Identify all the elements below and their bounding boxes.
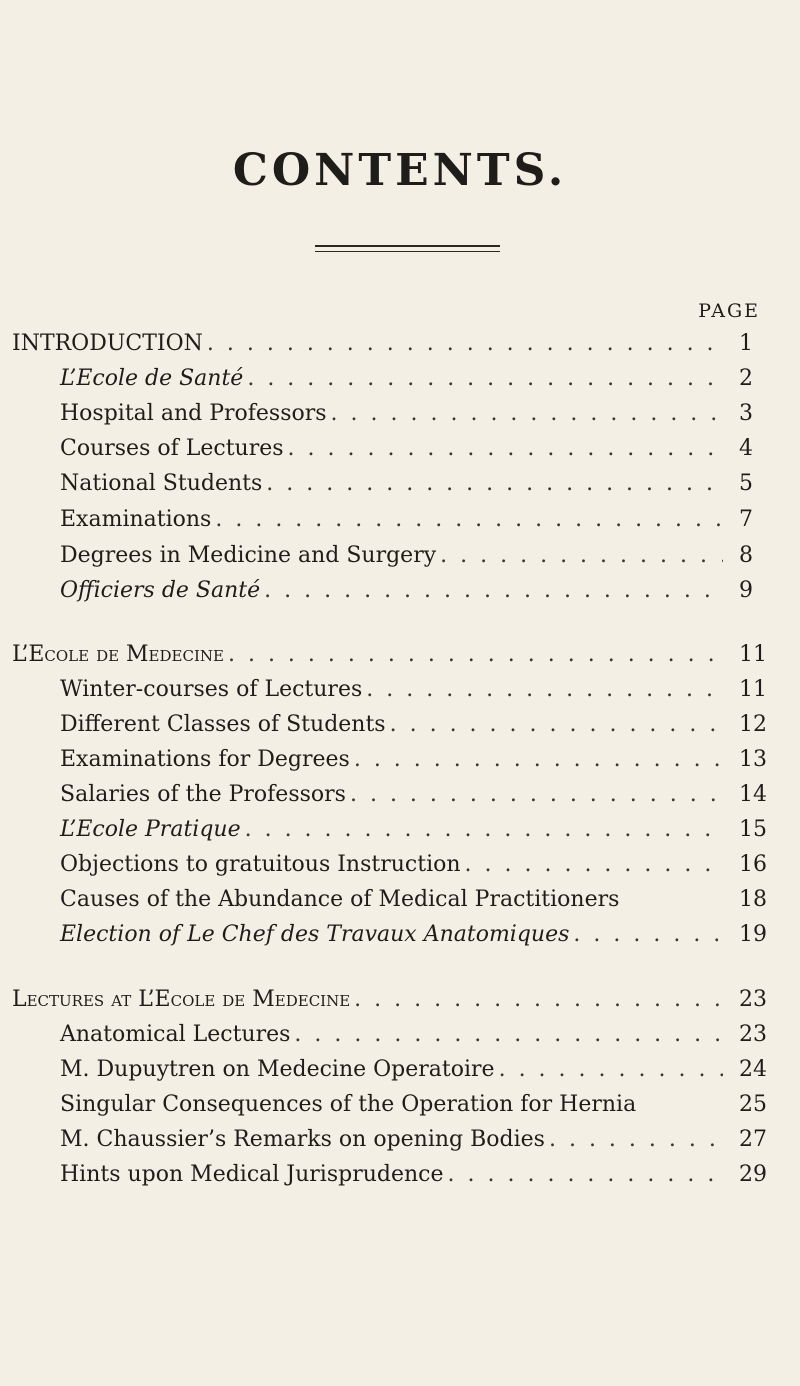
page-number: 3	[739, 401, 753, 426]
leader-dots	[228, 642, 723, 667]
page-number: 23	[739, 1022, 767, 1047]
page-number: 16	[739, 852, 767, 877]
page-number: 4	[739, 436, 753, 461]
toc-entry	[60, 712, 767, 746]
leader-dots	[288, 436, 723, 461]
entry-text: M. Chaussier’s Remarks on opening Bodies	[60, 1127, 545, 1152]
leader-dots	[331, 401, 723, 426]
entry-text: Anatomical Lectures	[60, 1022, 291, 1047]
leader-dots	[366, 677, 723, 702]
page-number: 5	[739, 471, 753, 496]
entry-text: Causes of the Abundance of Medical Practitioners	[60, 887, 620, 912]
leader-dots	[247, 366, 723, 391]
page-number: 14	[739, 782, 767, 807]
entry-text: National Students	[60, 471, 263, 496]
leader-dots	[245, 817, 723, 842]
page-number: 1	[739, 331, 753, 356]
entry-text: Election of Le Chef des Travaux Anatomiques	[60, 922, 570, 947]
leader-dots	[465, 852, 723, 877]
entry-text: Hospital and Professors	[60, 401, 327, 426]
toc-entry	[60, 366, 753, 400]
entry-text: Different Classes of Students	[60, 712, 386, 737]
leader-dots	[215, 507, 723, 532]
page-number: 15	[739, 817, 767, 842]
heading-text: L’Ecole de Medecine	[12, 642, 224, 667]
entry-text: Singular Consequences of the Operation for Hernia	[60, 1092, 637, 1117]
page-number: 9	[739, 578, 753, 603]
section-heading	[12, 642, 767, 676]
toc-entry	[60, 817, 767, 851]
toc-entry	[60, 852, 767, 886]
entry-text: Hints upon Medical Jurisprudence	[60, 1162, 444, 1187]
toc-entry	[60, 887, 767, 921]
page-number: 29	[739, 1162, 767, 1187]
page-number: 8	[739, 543, 753, 568]
toc-entry	[60, 1162, 767, 1196]
page-number: 11	[739, 677, 767, 702]
leader-dots	[499, 1057, 723, 1082]
leader-dots	[440, 543, 723, 568]
toc-entry	[60, 471, 753, 505]
entry-text: L’Ecole Pratique	[60, 817, 241, 842]
page-number: 27	[739, 1127, 767, 1152]
entry-text: Courses of Lectures	[60, 436, 284, 461]
page-number: 25	[739, 1092, 767, 1117]
toc-entry	[60, 922, 767, 956]
entry-text: L’Ecole de Santé	[60, 366, 244, 391]
toc-entry	[60, 401, 753, 435]
entry-text: Objections to gratuitous Instruction	[60, 852, 461, 877]
title-rule	[315, 245, 500, 247]
leader-dots	[266, 471, 723, 496]
section-heading	[12, 987, 767, 1021]
entry-text: Winter-courses of Lectures	[60, 677, 363, 702]
leader-dots	[294, 1022, 723, 1047]
leader-dots	[350, 782, 723, 807]
page-number: 13	[739, 747, 767, 772]
toc-entry	[60, 782, 767, 816]
toc-entry	[60, 507, 753, 541]
toc-entry	[60, 1127, 767, 1161]
page-number: 23	[739, 987, 767, 1012]
entry-text: Examinations	[60, 507, 212, 532]
entry-text: M. Dupuytren on Medecine Operatoire	[60, 1057, 495, 1082]
leader-dots	[448, 1162, 723, 1187]
toc-entry	[60, 1057, 767, 1091]
toc-entry	[60, 543, 753, 577]
toc-entry	[60, 677, 767, 711]
page-title: CONTENTS.	[232, 145, 568, 196]
toc-entry	[60, 578, 753, 612]
page-number: 24	[739, 1057, 767, 1082]
page-number: 2	[739, 366, 753, 391]
toc-entry	[60, 1092, 767, 1126]
entry-text: Degrees in Medicine and Surgery	[60, 543, 437, 568]
toc-entry	[60, 436, 753, 470]
leader-dots	[390, 712, 723, 737]
heading-text: INTRODUCTION	[12, 331, 203, 356]
title-rule-thin	[315, 251, 500, 252]
entry-text: Salaries of the Professors	[60, 782, 346, 807]
section-heading	[12, 331, 753, 365]
page-number: 18	[739, 887, 767, 912]
entry-text: Examinations for Degrees	[60, 747, 350, 772]
leader-dots	[573, 922, 723, 947]
leader-dots	[207, 331, 723, 356]
heading-text: Lectures at L’Ecole de Medecine	[12, 987, 351, 1012]
page-number: 19	[739, 922, 767, 947]
toc-entry	[60, 1022, 767, 1056]
leader-dots	[264, 578, 723, 603]
leader-dots	[354, 987, 723, 1012]
page-column-label: PAGE	[698, 300, 760, 322]
leader-dots	[354, 747, 723, 772]
page-number: 11	[739, 642, 767, 667]
page-number: 12	[739, 712, 767, 737]
page-number: 7	[739, 507, 753, 532]
entry-text: Officiers de Santé	[60, 578, 261, 603]
leader-dots	[549, 1127, 723, 1152]
toc-entry	[60, 747, 767, 781]
